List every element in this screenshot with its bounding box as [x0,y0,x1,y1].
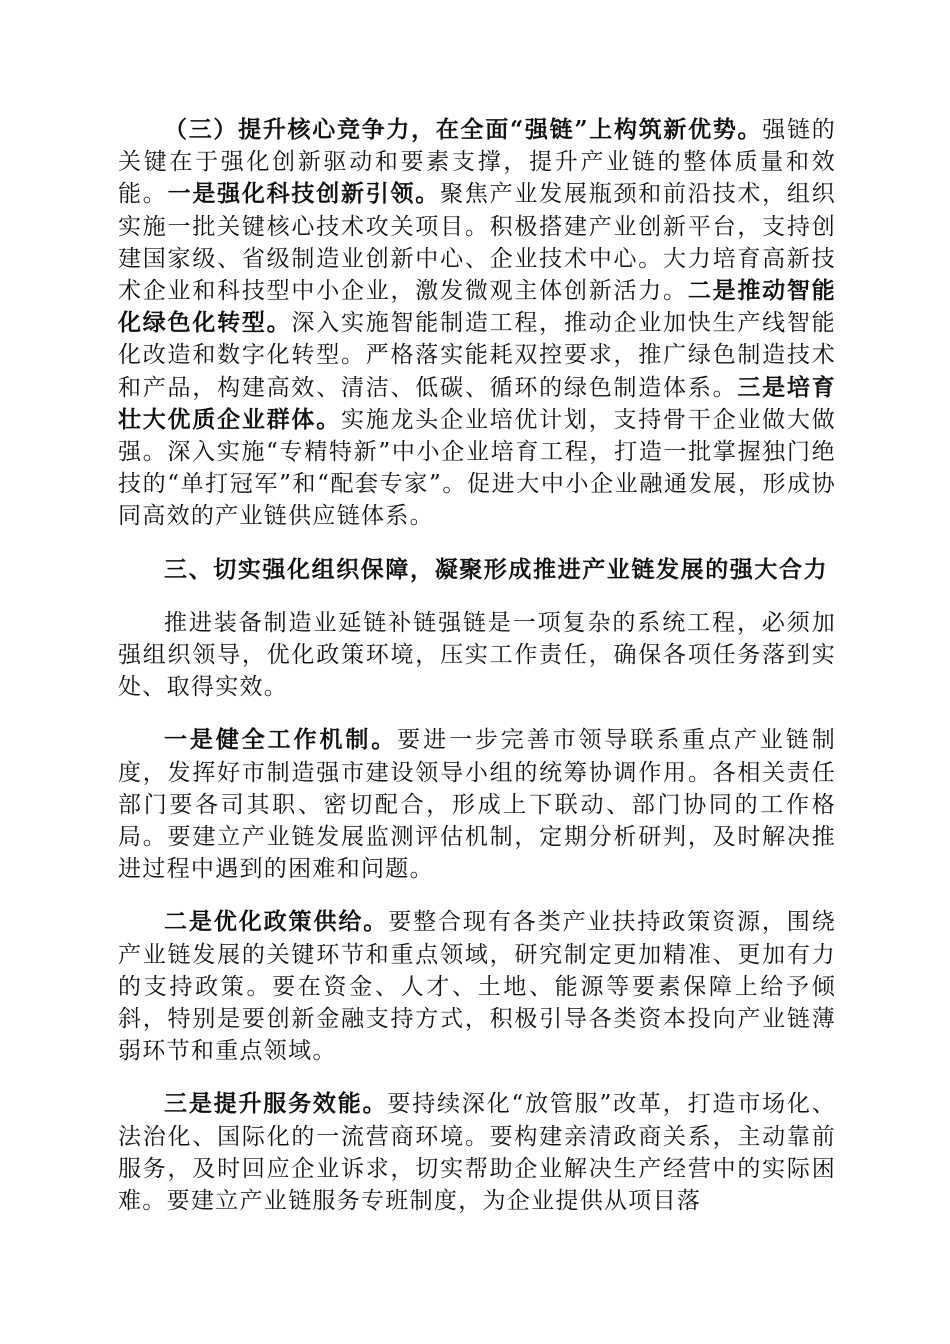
bold-lead-text: 一是强化科技创新引领。 [167,180,441,208]
bold-lead-text: 一是健全工作机制。 [164,726,398,754]
body-text: 聚焦产业发展瓶颈和前沿技术，组织实施一批关键核心技术攻关项目。积极搭建产业创新平台，支持创建国家级、省级制造业创新中心、企业技术中心。大力培育高新技术企业和科技型中小企业，激发微观主体创新活力。 [118,181,836,305]
body-text: 推进装备制造业延链补链强链是一项复杂的系统工程，必须加强组织领导，优化政策环境，压实工作责任，确保各项任务落到实处、取得实效。 [118,609,836,701]
document-body [118,114,836,1217]
body-text: 要整合现有各类产业扶持政策资源，围绕产业链发展的关键环节和重点领域，研究制定更加精准、更加有力的支持政策。要在资金、人才、土地、能源等要素保障上给予倾斜，特别是要创新金融支持方式，积极引导各类资本投向产业链薄弱环节和重点领域。 [118,909,836,1065]
bold-lead-text: 二是优化政策供给。 [164,908,389,936]
bold-lead-text: 二是推动智能化绿色化转型。 [118,277,836,337]
paragraph-intro [118,607,836,704]
bold-lead-text: 三是提升服务效能。 [164,1090,388,1118]
section-heading-3 [118,554,836,586]
paragraph-service [118,1088,836,1217]
paragraph-policy [118,906,836,1067]
body-text: 要进一步完善市领导联系重点产业链制度，发挥好市制造强市建设领导小组的统筹协调作用。各相关责任部门要各司其职、密切配合，形成上下联动、部门协同的工作格局。要建立产业链发展监测评估机制，定期分析研判，及时解决推进过程中遇到的困难和问题。 [118,727,836,883]
body-text: 实施龙头企业培优计划，支持骨干企业做大做强。深入实施“专精特新”中小企业培育工程，打造一批掌握独门绝技的“单打冠军”和“配套专家”。促进大中小企业融通发展，形成协同高效的产业链供应链体系。 [118,406,837,530]
body-text: 要持续深化“放管服”改革，打造市场化、法治化、国际化的一流营商环境。要构建亲清政商关系，主动靠前服务，及时回应企业诉求，切实帮助企业解决生产经营中的实际困难。要建立产业链服务专班制度，为企业提供从项目落 [118,1091,837,1215]
bold-lead-text: （三）提升核心竞争力，在全面“强链”上构筑新优势。 [164,116,763,143]
paragraph-mechanism [118,724,836,885]
paragraph-section-3-strengthen [118,114,836,533]
bold-lead-text: 三、切实强化组织保障，凝聚形成推进产业链发展的强大合力 [164,555,829,583]
body-text: 强链的关键在于强化创新驱动和要素支撑，提升产业链的整体质量和效能。 [118,117,836,208]
body-text: 深入实施智能制造工程，推动企业加快生产线智能化改造和数字化转型。严格落实能耗双控要求，推广绿色制造技术和产品，构建高效、清洁、低碳、循环的绿色制造体系。 [118,310,836,401]
bold-lead-text: 三是培育壮大优质企业群体。 [118,373,836,433]
